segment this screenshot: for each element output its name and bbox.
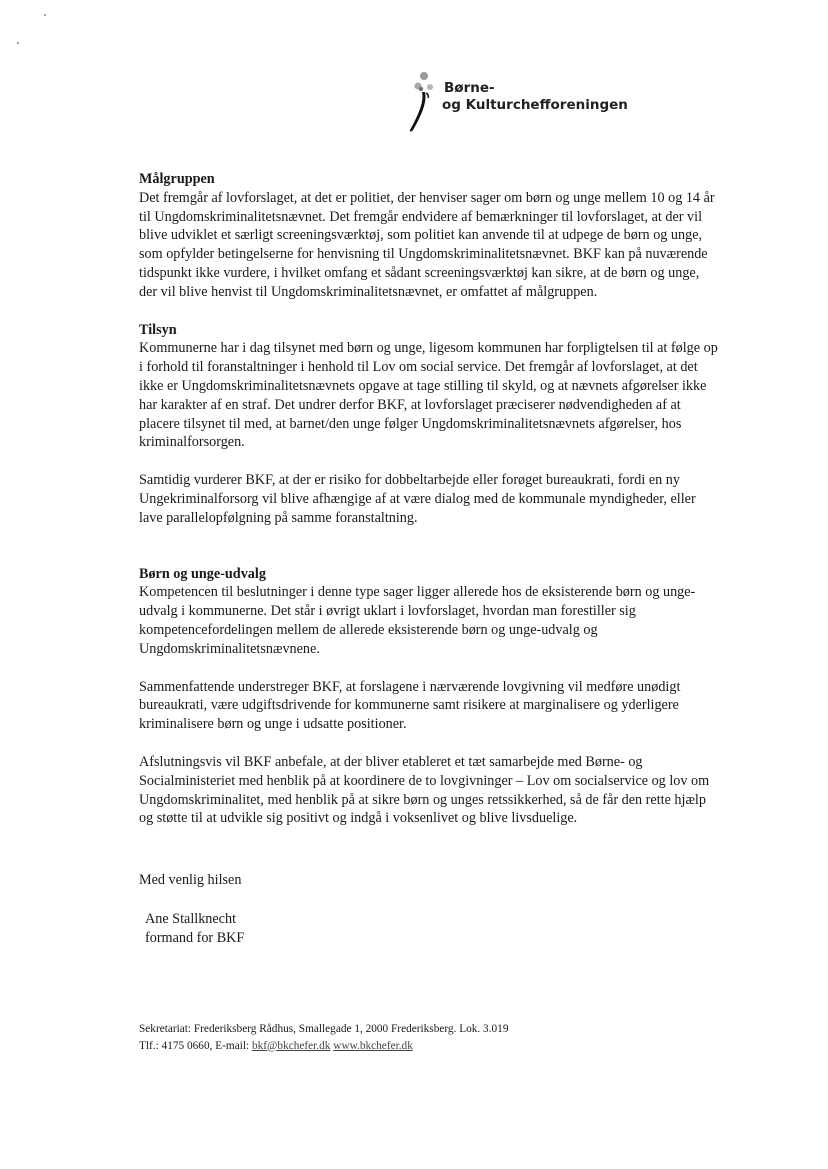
- footer-address: Sekretariat: Frederiksberg Rådhus, Smallegade 1, 2000 Frederiksberg. Lok. 3.019: [139, 1023, 509, 1035]
- website-link[interactable]: www.bkchefer.dk: [333, 1039, 413, 1052]
- logo-line-2: og Kulturchefforeningen: [442, 97, 628, 113]
- section-heading: Børn og unge-udvalg: [139, 565, 266, 582]
- email-link[interactable]: bkf@bkchefer.dk: [251, 1039, 331, 1052]
- section-heading: Målgruppen: [139, 171, 215, 187]
- footer-phone: Tlf.: 4175 0660, E-mail:: [139, 1039, 250, 1052]
- signer-name: Ane Stallknecht: [145, 911, 237, 927]
- logo-line-1: Børne-: [444, 80, 495, 96]
- signature-block: [145, 910, 244, 948]
- paragraph: Kommunerne har i dag tilsynet med børn og unge, ligesom kommunen har forpligtelsen til at følge op i forhold til foranstaltninger i henhold til Lov om social service. Det fremgår af lovforslaget, at det ikke er Ungdomskriminalitetsnævnets opgave at tage stilling til skyld, og at nævnets afgørelser ikke har karakter af en straf. Det undrer derfor BKF, at lovforslaget præciserer nødvendigheden af at placere tilsynet til med, at barnet/den unge følger Ungdomskriminalitetsnævnets afgørelser, hos kriminalforsorgen.: [139, 340, 718, 451]
- letter-footer: [139, 1021, 508, 1054]
- paragraph: Afslutningsvis vil BKF anbefale, at der bliver etableret et tæt samarbejde med Børne- og Socialministeriet med henblik på at koordinere de to lovgivninger – Lov om socialservice og lov om Ungdomskriminalitet, med henblik på at sikre børn og unges retssikkerhed, så de får den rette hjælp og støtte til at udvikle sig positivt og indgå i voksenlivet og blive livsduelige.: [139, 753, 710, 827]
- paragraph: Kompetencen til beslutninger i denne type sager ligger allerede hos de eksisterende børn og unge-udvalg i kommunerne. Det står i øvrigt uklart i lovforslaget, hvordan man forestiller sig kompetencefordelingen mellem de allerede eksisterende børn og unge-udvalg og Ungdomskriminalitetsnævnene.: [139, 584, 696, 657]
- paragraph: Sammenfattende understreger BKF, at forslagene i nærværende lovgivning vil medføre unødigt bureaukrati, være udgiftsdrivende for kommunerne samt risikere at marginalisere og yderligere kriminalisere børn og unge i udsatte positioner.: [139, 678, 681, 733]
- scan-speck: [17, 42, 19, 44]
- signer-title: formand for BKF: [145, 929, 245, 946]
- section-heading: Tilsyn: [139, 321, 177, 338]
- paragraph: Det fremgår af lovforslaget, at det er politiet, der henviser sager om børn og unge mellem 10 og 14 år til Ungdomskriminalitetsnævnet. Det fremgår endvidere af bemærkninger til lovforslaget, at der vil blive udviklet et særligt screeningsværktøj, som politiet kan anvende til at udpege de børn og unge, som opfylder betingelserne for henvisning til Ungdomskriminalitetsnævnet. BKF kan på nuværende tidspunkt ikke vurdere, i hvilket omfang et sådant screeningsværktøj kan sikre, at de børn og unge, der vil blive henvist til Ungdomskriminalitetsnævnet, er omfattet af målgruppen.: [139, 189, 715, 300]
- figure-logo-icon: [402, 70, 442, 136]
- organization-logo: [402, 70, 662, 136]
- footer-contact: [139, 1038, 508, 1055]
- paragraph: Samtidig vurderer BKF, at der er risiko for dobbeltarbejde eller forøget bureaukrati, fordi en ny Ungekriminalforsorg vil blive afhængige af at være dialog med de kommunale myndigheder, eller lave parallelopfølgning på samme foranstaltning.: [139, 472, 696, 526]
- closing-salutation: Med venlig hilsen: [139, 872, 242, 888]
- letter-body: [139, 170, 719, 828]
- scan-speck: [44, 14, 46, 16]
